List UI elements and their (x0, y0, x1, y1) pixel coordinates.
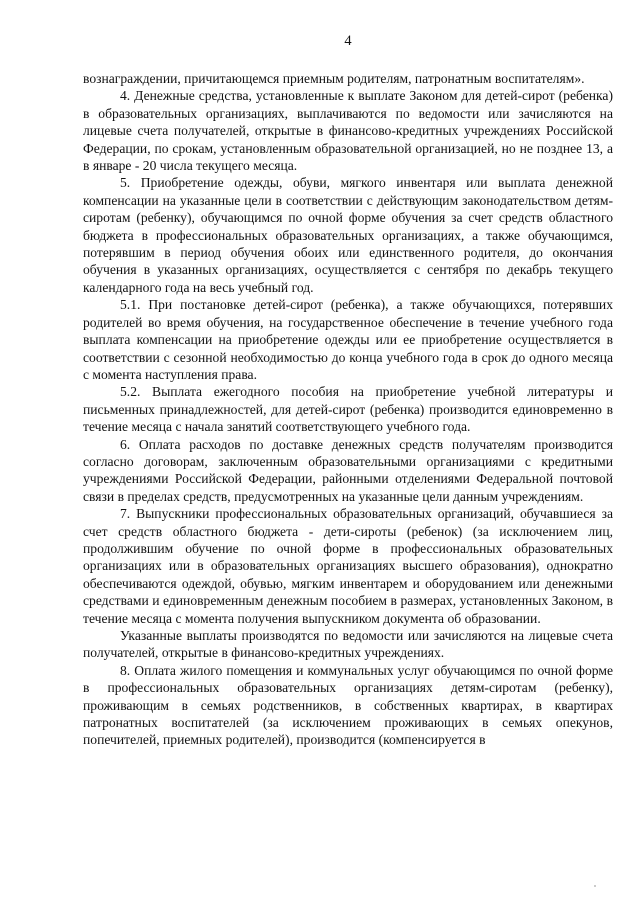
page-number: 4 (344, 33, 352, 49)
paragraph: Указанные выплаты производятся по ведомости или зачисляются на лицевые счета получателей, открытые в финансово-кредитных учреждениях. (83, 628, 613, 661)
paragraph: 4. Денежные средства, установленные к выплате Законом для детей-сирот (ребенка) в образовательных организациях, выплачиваются по ведомости или зачисляются на лицевые счета получателей, открытые в финансово-кредитных учреждениях Российской Федерации, по срокам, установленным образовательной организацией, но не позднее 13, а в январе - 20 числа текущего месяца. (83, 88, 613, 174)
paragraph: 5. Приобретение одежды, обуви, мягкого инвентаря или выплата денежной компенсации на указанные цели в соответствии с действующим законодательством детям-сиротам (ребенку), обучающимся по очной форме обучения за счет средств областного бюджета в профессиональных образовательных организациях, а также обучающимся, потерявшим в период обучения обоих или единственного родителя, до окончания обучения в указанных организациях, осуществляется с сентября по декабрь текущего календарного года на весь учебный год. (83, 175, 613, 295)
paragraph: 5.2. Выплата ежегодного пособия на приобретение учебной литературы и письменных принадлежностей, для детей-сирот (ребенка) производится единовременно в течение месяца с начала занятий соответствующего учебного года. (83, 384, 613, 435)
paragraph: вознаграждении, причитающемся приемным родителям, патронатным воспитателям». (83, 71, 585, 86)
paragraph: 6. Оплата расходов по доставке денежных средств получателям производится согласно договорам, заключенным образовательными организациями с кредитными учреждениями Российской Федерации, районными отделениями Федеральной почтовой связи в пределах средств, предусмотренных на указанные цели данным учреждениям. (83, 436, 613, 504)
paragraph: 5.1. При постановке детей-сирот (ребенка), а также обучающихся, потерявших родителей во время обучения, на государственное обеспечение в течение учебного года выплата компенсации на приобретение одежды или ее приобретение осуществляется в соответствии с сезонной необходимостью до конца учебного года в срок до одного месяца с момента наступления права. (83, 297, 613, 382)
paragraph: 7. Выпускники профессиональных образовательных организаций, обучавшиеся за счет средств областного бюджета - дети-сироты (ребенок) (за исключением лиц, продолжившим обучение по очной форме в профессиональных образовательных организациях или в образовательных организациях высшего образования), однократно обеспечиваются одеждой, обувью, мягким инвентарем и оборудованием или денежными средствами и единовременным денежным пособием в размерах, установленных Законом, в течение месяца с момента получения выпускником документа об образовании. (83, 506, 613, 626)
scan-speck (594, 885, 596, 887)
document-body (83, 70, 613, 749)
paragraph: 8. Оплата жилого помещения и коммунальных услуг обучающимся по очной форме в профессиональных образовательных организациях детям-сиротам (ребенку), проживающим в семьях родственников, в собственных квартирах, в квартирах патронатных воспитателей (за исключением проживающих в семьях опекунов, попечителей, приемных родителей), производится (компенсируется в (83, 662, 613, 748)
